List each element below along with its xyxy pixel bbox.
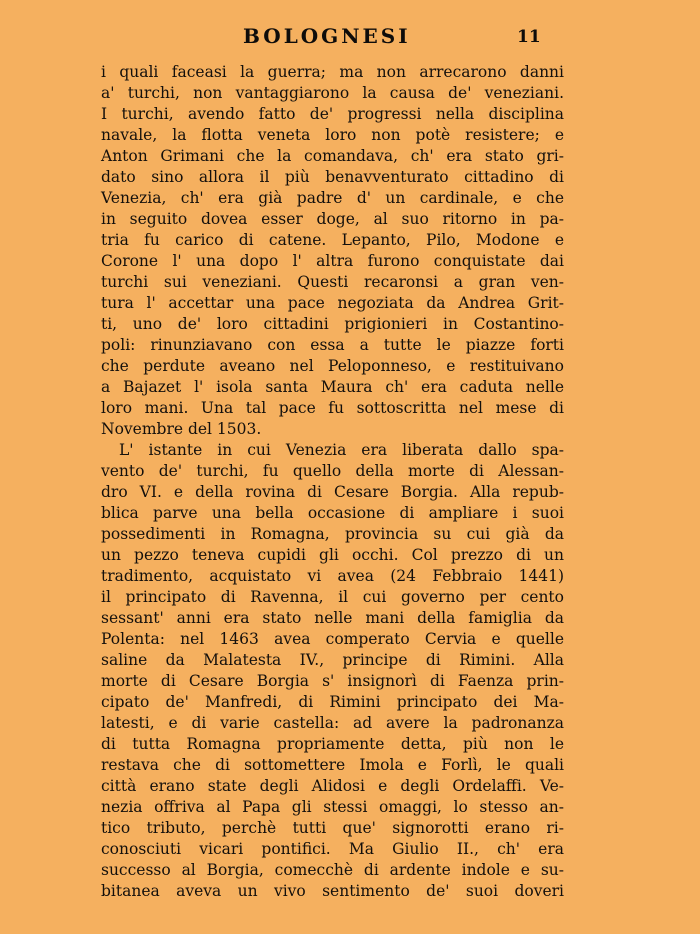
text-line: Polenta: nel 1463 avea comperato Cervia e quelle bbox=[101, 630, 564, 648]
text-line: di tutta Romagna propriamente detta, più non le bbox=[101, 735, 564, 753]
text-line: blica parve una bella occasione di ampliare i suoi bbox=[101, 504, 564, 522]
text-line: possedimenti in Romagna, provincia su cui già da bbox=[101, 525, 564, 543]
text-line: dato sino allora il più benavventurato cittadino di bbox=[101, 168, 564, 186]
text-line: Corone l' una dopo l' altra furono conquistate dai bbox=[101, 252, 564, 270]
text-line: il principato di Ravenna, il cui governo per cento bbox=[101, 588, 564, 606]
text-line: sessant' anni era stato nelle mani della famiglia da bbox=[101, 609, 564, 627]
page-number: 11 bbox=[517, 27, 541, 47]
text-line: L' istante in cui Venezia era liberata dallo spa- bbox=[119, 441, 564, 459]
text-line: vento de' turchi, fu quello della morte di Alessan- bbox=[101, 462, 564, 480]
text-line: latesti, e di varie castella: ad avere la padronanza bbox=[101, 714, 564, 732]
text-line: successo al Borgia, comecchè di ardente indole e su- bbox=[101, 861, 564, 879]
text-line: tura l' accettar una pace negoziata da Andrea Grit- bbox=[101, 294, 564, 312]
text-line: tria fu carico di catene. Lepanto, Pilo, Modone e bbox=[101, 231, 564, 249]
text-line: tico tributo, perchè tutti que' signorotti erano ri- bbox=[101, 819, 564, 837]
text-line: città erano state degli Alidosi e degli Ordelaffi. Ve- bbox=[101, 777, 564, 795]
text-line: bitanea aveva un vivo sentimento de' suoi doveri bbox=[101, 882, 564, 900]
text-line: che perdute aveano nel Peloponneso, e restituivano bbox=[101, 357, 564, 375]
text-line: saline da Malatesta IV., principe di Rimini. Alla bbox=[101, 651, 564, 669]
text-line: turchi sui veneziani. Questi recaronsi a gran ven- bbox=[101, 273, 564, 291]
text-line: loro mani. Una tal pace fu sottoscritta nel mese di bbox=[101, 399, 564, 417]
text-line: in seguito dovea esser doge, al suo ritorno in pa- bbox=[101, 210, 564, 228]
text-line: un pezzo teneva cupidi gli occhi. Col prezzo di un bbox=[101, 546, 564, 564]
text-line: a' turchi, non vantaggiarono la causa de' veneziani. bbox=[101, 84, 564, 102]
text-line: poli: rinunziavano con essa a tutte le piazze forti bbox=[101, 336, 564, 354]
text-line: restava che di sottomettere Imola e Forlì, le quali bbox=[101, 756, 564, 774]
text-line: nezia offriva al Papa gli stessi omaggi, lo stesso an- bbox=[101, 798, 564, 816]
text-line: conosciuti vicari pontifici. Ma Giulio II., ch' era bbox=[101, 840, 564, 858]
text-line: a Bajazet l' isola santa Maura ch' era caduta nelle bbox=[101, 378, 564, 396]
text-line: ti, uno de' loro cittadini prigionieri in Costantino- bbox=[101, 315, 564, 333]
text-line: Novembre del 1503. bbox=[101, 420, 262, 438]
body-text bbox=[101, 62, 564, 902]
text-line: navale, la flotta veneta loro non potè resistere; e bbox=[101, 126, 564, 144]
text-line: dro VI. e della rovina di Cesare Borgia. Alla repub- bbox=[101, 483, 564, 501]
page-header bbox=[0, 24, 700, 54]
running-title: BOLOGNESI bbox=[243, 24, 411, 48]
text-line: morte di Cesare Borgia s' insignorì di Faenza prin- bbox=[101, 672, 564, 690]
text-line: Venezia, ch' era già padre d' un cardinale, e che bbox=[101, 189, 564, 207]
text-line: cipato de' Manfredi, di Rimini principato dei Ma- bbox=[101, 693, 564, 711]
text-line: i quali faceasi la guerra; ma non arrecarono danni bbox=[101, 63, 564, 81]
text-line: Anton Grimani che la comandava, ch' era stato gri- bbox=[101, 147, 564, 165]
text-line: tradimento, acquistato vi avea (24 Febbraio 1441) bbox=[101, 567, 564, 585]
text-line: I turchi, avendo fatto de' progressi nella disciplina bbox=[101, 105, 564, 123]
